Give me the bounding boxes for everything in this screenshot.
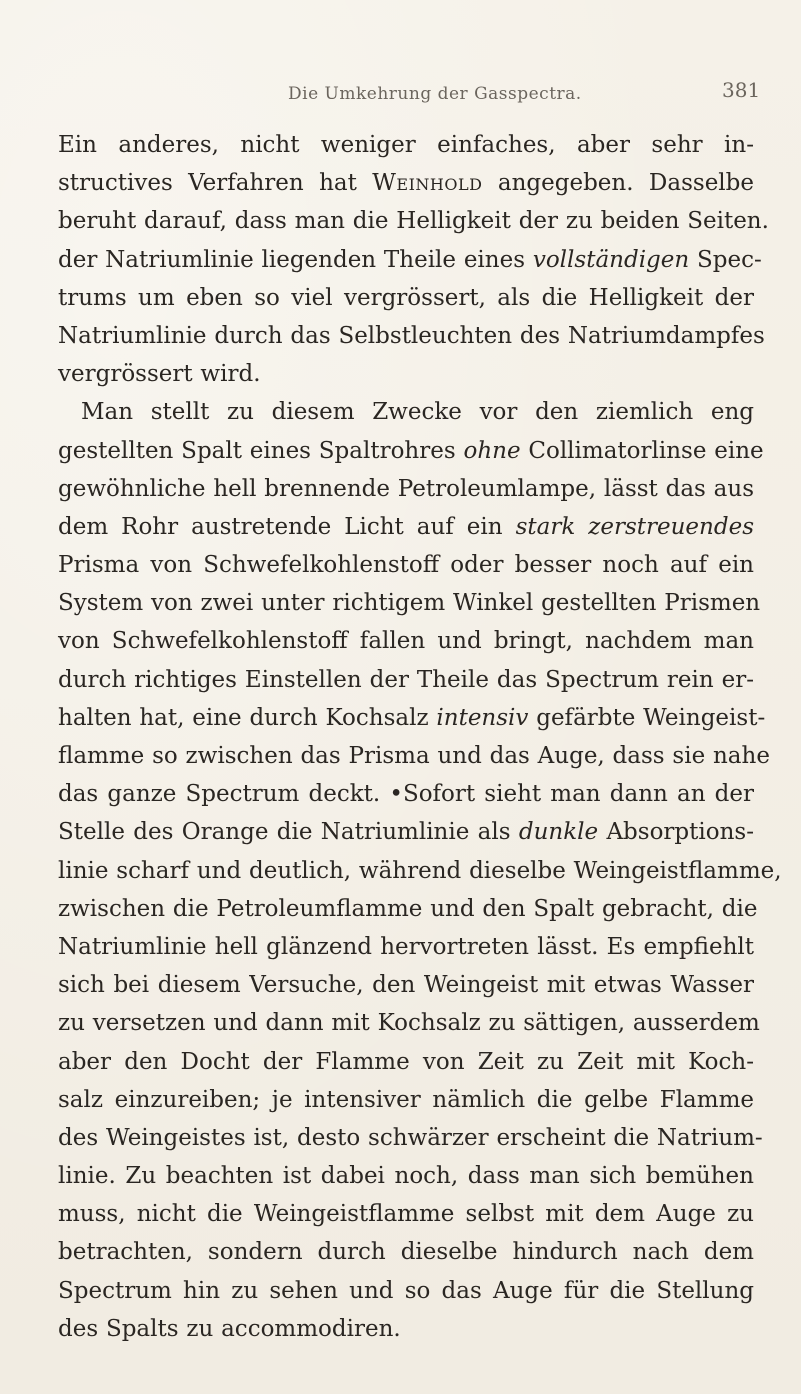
text-line: betrachten, sondern durch dieselbe hindurch nach dem bbox=[58, 1239, 754, 1266]
running-title: Die Umkehrung der Gasspectra. bbox=[288, 84, 582, 104]
text-line: linie. Zu beachten ist dabei noch, dass man sich bemühen bbox=[58, 1163, 754, 1190]
text-line: trums um eben so viel vergrössert, als die Helligkeit der bbox=[58, 284, 754, 311]
text-line: Natriumlinie hell glänzend hervortreten lässt. Es empfiehlt bbox=[58, 933, 754, 960]
text-line: der Natriumlinie liegenden Theile eines vollständigen Spec- bbox=[58, 246, 762, 273]
page-number: 381 bbox=[722, 78, 761, 102]
body-text bbox=[58, 126, 782, 1348]
text-line: Natriumlinie durch das Selbstleuchten des Natriumdampfes bbox=[58, 322, 765, 349]
running-header bbox=[0, 78, 801, 114]
emphasis: vollständigen bbox=[532, 246, 690, 273]
text-line: Ein anderes, nicht weniger einfaches, aber sehr in- bbox=[58, 132, 754, 158]
text-line: beruht darauf, dass man die Helligkeit der zu beiden Seiten. bbox=[58, 208, 769, 235]
paragraph-start-line: Man stellt zu diesem Zwecke vor den ziemlich eng bbox=[81, 399, 754, 426]
text-line: halten hat, eine durch Kochsalz intensiv gefärbte Weingeist- bbox=[58, 704, 766, 731]
text-line: Stelle des Orange die Natriumlinie als dunkle Absorptions- bbox=[58, 819, 754, 846]
text-line: des Spalts zu accommodiren. bbox=[58, 1315, 401, 1342]
text-line: das ganze Spectrum deckt. •Sofort sieht man dann an der bbox=[58, 781, 754, 808]
text-line: zu versetzen und dann mit Kochsalz zu sättigen, ausserdem bbox=[58, 1010, 760, 1037]
text-line: des Weingeistes ist, desto schwärzer erscheint die Natrium- bbox=[58, 1124, 763, 1151]
text-line: Prisma von Schwefelkohlenstoff oder besser noch auf ein bbox=[58, 552, 754, 579]
author-name: Weinhold bbox=[372, 170, 483, 197]
text-line: dem Rohr austretende Licht auf ein stark zerstreuendes bbox=[58, 513, 754, 540]
text-line: flamme so zwischen das Prisma und das Auge, dass sie nahe bbox=[58, 743, 770, 769]
text-line: aber den Docht der Flamme von Zeit zu Zeit mit Koch- bbox=[58, 1048, 754, 1075]
text-line: Spectrum hin zu sehen und so das Auge für die Stellung bbox=[58, 1277, 754, 1304]
text-line: System von zwei unter richtigem Winkel gestellten Prismen bbox=[58, 590, 761, 617]
emphasis: dunkle bbox=[518, 819, 599, 846]
text-line: structives Verfahren hat Weinhold angegeben. Dasselbe bbox=[58, 170, 754, 197]
emphasis: intensiv bbox=[436, 704, 529, 731]
emphasis: stark zerstreuendes bbox=[515, 513, 754, 540]
text-line: gewöhnliche hell brennende Petroleumlampe, lässt das aus bbox=[58, 475, 754, 502]
text-line: linie scharf und deutlich, während dieselbe Weingeistflamme, bbox=[58, 857, 782, 884]
text-line: von Schwefelkohlenstoff fallen und bringt, nachdem man bbox=[58, 628, 754, 655]
text-line: sich bei diesem Versuche, den Weingeist mit etwas Wasser bbox=[58, 972, 754, 999]
emphasis: ohne bbox=[463, 437, 521, 464]
text-line: gestellten Spalt eines Spaltrohres ohne Collimatorlinse eine bbox=[58, 437, 764, 464]
text-line: durch richtiges Einstellen der Theile das Spectrum rein er- bbox=[58, 666, 754, 693]
text-line: muss, nicht die Weingeistflamme selbst mit dem Auge zu bbox=[58, 1201, 754, 1228]
text-line: vergrössert wird. bbox=[58, 361, 261, 388]
text-line: salz einzureiben; je intensiver nämlich die gelbe Flamme bbox=[58, 1086, 754, 1113]
text-line: zwischen die Petroleumflamme und den Spalt gebracht, die bbox=[58, 895, 758, 922]
